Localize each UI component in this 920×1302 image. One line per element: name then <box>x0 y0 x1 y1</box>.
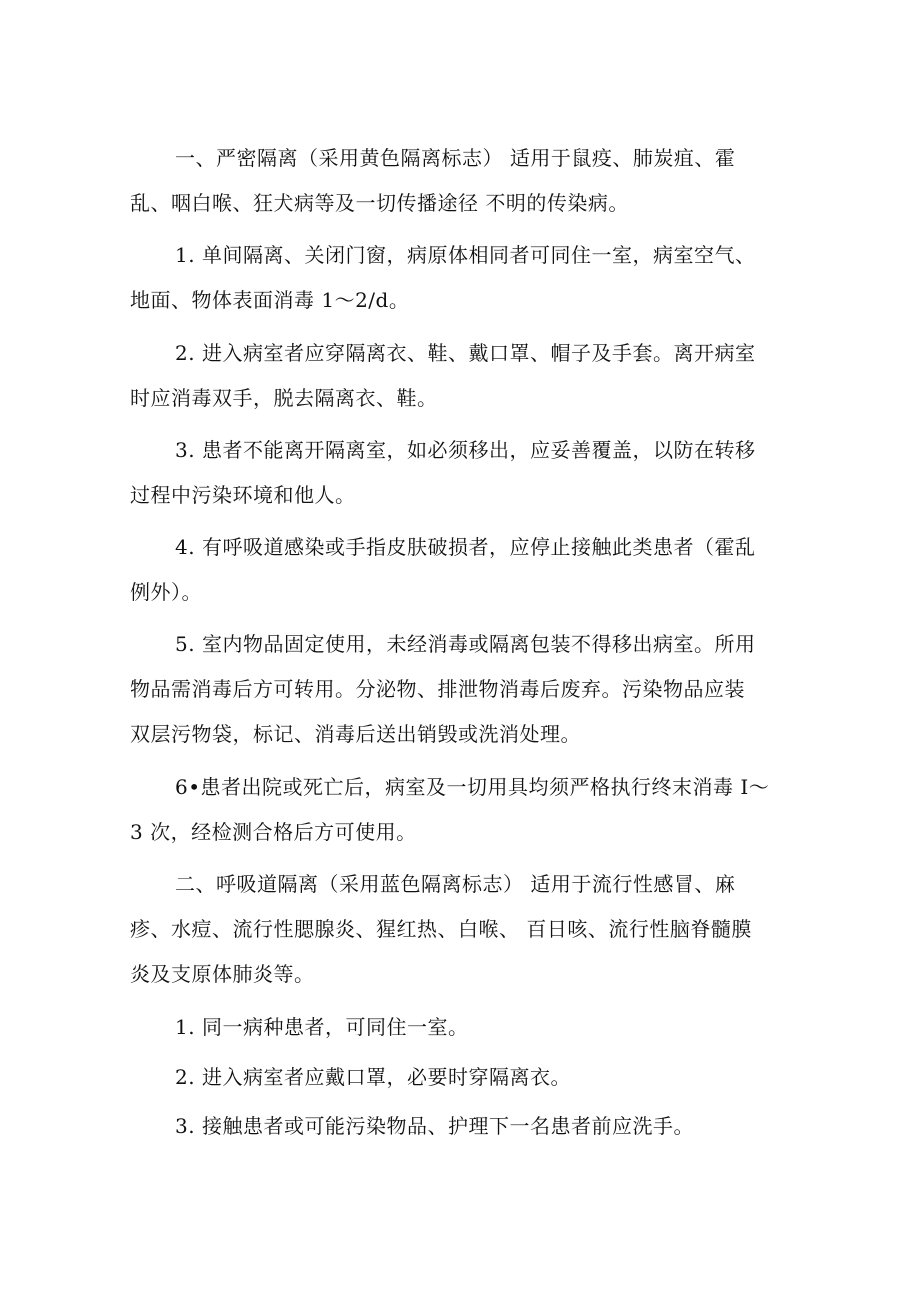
text-line: 炎及支原体肺炎等。 <box>130 962 315 986</box>
text-line: 过程中污染环境和他人。 <box>130 483 356 507</box>
respiratory-list-item-3 <box>130 1104 790 1149</box>
list-item-3 <box>130 428 790 518</box>
respiratory-list-item-1 <box>130 1005 790 1050</box>
respiratory-list-item-2 <box>130 1055 790 1100</box>
text-line: 4. 有呼吸道感染或手指皮肤破损者，应停止接触此类患者（霍乱 <box>175 535 756 559</box>
list-item-5 <box>130 622 790 757</box>
text-line: 3. 患者不能离开隔离室，如必须移出，应妥善覆盖，以防在转移 <box>175 438 756 462</box>
text-line: 2. 进入病室者应戴口罩，必要时穿隔离衣。 <box>175 1065 571 1089</box>
text-line: 一、严密隔离（采用黄色隔离标志） 适用于鼠疫、肺炭疽、霍 <box>175 146 736 170</box>
text-line: 乱、咽白喉、狂犬病等及一切传播途径 不明的传染病。 <box>130 191 629 215</box>
section-heading-respiratory-isolation <box>130 862 790 997</box>
list-item-2 <box>130 331 790 421</box>
list-item-4 <box>130 525 790 615</box>
text-line: 物品需消毒后方可转用。分泌物、排泄物消毒后废弃。污染物品应装 <box>130 677 745 701</box>
text-line: 例外）。 <box>130 580 202 604</box>
list-item-6 <box>130 765 790 855</box>
text-line: 疹、水痘、流行性腮腺炎、猩红热、白喉、 百日咳、流行性脑脊髓膜 <box>130 917 752 941</box>
section-heading-strict-isolation <box>130 136 790 226</box>
text-line: 1. 同一病种患者，可同住一室。 <box>175 1015 469 1039</box>
text-line: 3. 接触患者或可能污染物品、护理下一名患者前应洗手。 <box>175 1114 694 1138</box>
text-line: 地面、物体表面消毒 1〜2/d。 <box>130 288 410 312</box>
text-line: 6•患者出院或死亡后，病室及一切用具均须严格执行终末消毒 I〜 <box>175 775 770 799</box>
text-line: 时应消毒双手，脱去隔离衣、鞋。 <box>130 386 438 410</box>
text-line: 2. 进入病室者应穿隔离衣、鞋、戴口罩、帽子及手套。离开病室 <box>175 341 756 365</box>
text-line: 3 次，经检测合格后方可使用。 <box>130 820 417 844</box>
text-line: 5. 室内物品固定使用，未经消毒或隔离包装不得移出病室。所用 <box>175 632 756 656</box>
text-line: 双层污物袋，标记、消毒后送出销毁或洗消处理。 <box>130 722 581 746</box>
text-line: 1. 单间隔离、关闭门窗，病原体相同者可同住一室，病室空气、 <box>175 243 756 267</box>
list-item-1 <box>130 233 790 323</box>
text-line: 二、呼吸道隔离（采用蓝色隔离标志） 适用于流行性感冒、麻 <box>175 872 736 896</box>
